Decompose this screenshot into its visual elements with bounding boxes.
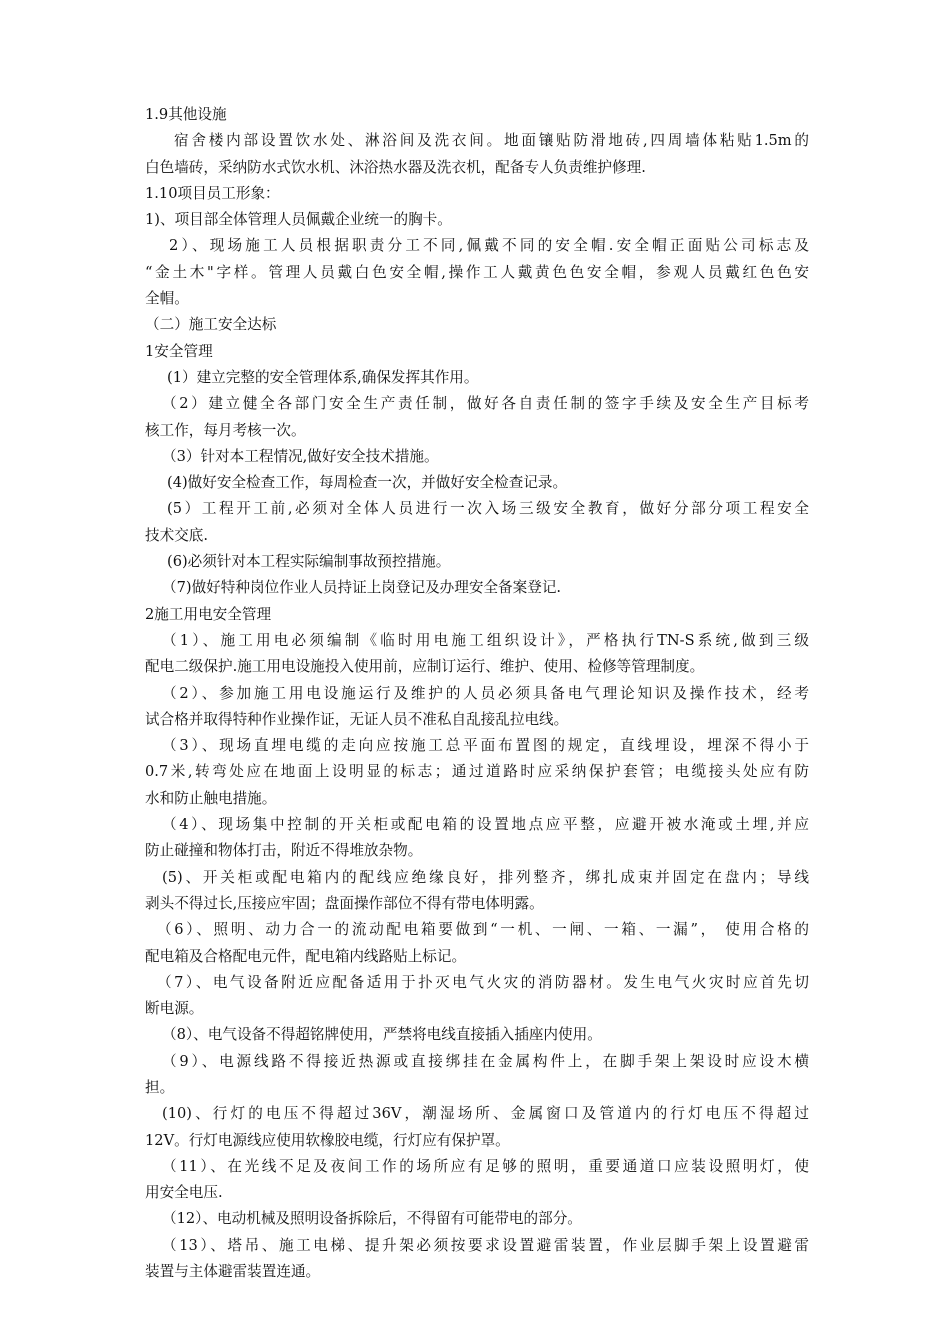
list-item: （7)做好特种岗位作业人员持证上岗登记及办理安全备案登记. [162, 579, 562, 597]
list-item: （9）、电源线路不得接近热源或直接绑挂在金属构件上，在脚手架上架设时应设木横 [162, 1052, 809, 1070]
list-item: （11）、在光线不足及夜间工作的场所应有足够的照明，重要通道口应装设照明灯，使 [162, 1157, 809, 1175]
section-heading: 1.9其他设施 [145, 106, 227, 123]
list-item: (4)做好安全检查工作，每周检查一次，并做好安全检查记录。 [167, 474, 568, 492]
list-item: （7）、电气设备附近应配备适用于扑灭电气火灾的消防器材。发生电气火灾时应首先切 [157, 973, 809, 991]
list-item: (1）建立完整的安全管理体系,确保发挥其作用。 [167, 368, 479, 386]
paragraph-line: “金土木"字样。管理人员戴白色安全帽,操作工人戴黄色色安全帽，参观人员戴红色色安 [145, 263, 809, 281]
paragraph-line: 配电二级保护.施工用电设施投入使用前，应制订运行、维护、使用、检修等管理制度。 [145, 658, 705, 676]
paragraph-line: 断电源。 [145, 1000, 204, 1018]
paragraph-line: 装置与主体避雷装置连通。 [145, 1263, 321, 1281]
list-item: （3）针对本工程情况,做好安全技术措施。 [162, 447, 439, 465]
list-item: （6）、照明、动力合一的流动配电箱要做到“一机、一闸、一箱、一漏”， 使用合格的 [157, 921, 809, 939]
paragraph-line: 用安全电压. [145, 1184, 223, 1202]
paragraph-line: 1)、项目部全体管理人员佩戴企业统一的胸卡。 [145, 211, 452, 229]
paragraph-line: 2）、现场施工人员根据职责分工不同,佩戴不同的安全帽.安全帽正面贴公司标志及 [169, 237, 809, 255]
list-item: （12）、电动机械及照明设备拆除后，不得留有可能带电的部分。 [162, 1210, 582, 1228]
list-item: (10)、行灯的电压不得超过36V，潮湿场所、金属窗口及管道内的行灯电压不得超过 [162, 1105, 809, 1123]
paragraph-line: 白色墙砖，采纳防水式饮水机、沐浴热水器及洗衣机，配备专人负责维护修理. [145, 158, 646, 176]
list-item: （2）建立健全各部门安全生产责任制，做好各自责任制的签字手续及安全生产目标考 [162, 395, 809, 413]
paragraph-line: 12V。行灯电源线应使用软橡胶电缆，行灯应有保护罩。 [145, 1131, 510, 1149]
document-page [145, 102, 809, 1285]
paragraph-line: 水和防止触电措施。 [145, 789, 277, 807]
paragraph-line: 防止碰撞和物体打击，附近不得堆放杂物。 [145, 842, 423, 860]
paragraph-line: 全帽。 [145, 290, 189, 308]
list-item: （13）、塔吊、施工电梯、提升架必须按要求设置避雷装置，作业层脚手架上设置避雷 [162, 1236, 809, 1254]
paragraph-line: 技术交底. [145, 526, 209, 544]
paragraph-line: 试合格并取得特种作业操作证，无证人员不准私自乱接乱拉电线。 [145, 710, 569, 728]
paragraph-line: 担。 [145, 1078, 175, 1096]
paragraph-line: 0.7米,转弯处应在地面上设明显的标志；通过道路时应采纳保护套管；电缆接头处应有防 [145, 763, 809, 781]
list-item: （2）、参加施工用电设施运行及维护的人员必须具备电气理论知识及操作技术，经考 [162, 684, 809, 702]
paragraph-line: 核工作，每月考核一次。 [145, 421, 306, 439]
paragraph-line: 剥头不得过长,压接应牢固；盘面操作部位不得有带电体明露。 [145, 894, 544, 912]
list-item: （1）、施工用电必须编制《临时用电施工组织设计》，严格执行TN-S系统,做到三级 [162, 631, 809, 649]
list-item: (5)、开关柜或配电箱内的配线应绝缘良好，排列整齐，绑扎成束并固定在盘内；导线 [162, 868, 809, 886]
section-heading: 1.10项目员工形象： [145, 184, 280, 202]
list-item: （3）、现场直埋电缆的走向应按施工总平面布置图的规定，直线埋设，埋深不得小于 [162, 737, 809, 755]
section-heading: 1安全管理 [145, 342, 213, 360]
paragraph-line: 配电箱及合格配电元件，配电箱内线路贴上标记。 [145, 947, 467, 965]
list-item: (5）工程开工前,必须对全体人员进行一次入场三级安全教育，做好分部分项工程安全 [167, 500, 809, 518]
paragraph-line: 宿舍楼内部设置饮水处、淋浴间及洗衣间。地面镶贴防滑地砖,四周墙体粘贴1.5m的 [174, 132, 809, 150]
section-heading: （二）施工安全达标 [145, 316, 277, 334]
list-item: (6)必须针对本工程实际编制事故预控措施。 [167, 553, 451, 571]
list-item: （8）、电气设备不得超铭牌使用，严禁将电线直接插入插座内使用。 [162, 1026, 602, 1044]
list-item: （4）、现场集中控制的开关柜或配电箱的设置地点应平整，应避开被水淹或土埋,并应 [162, 816, 809, 834]
section-heading: 2施工用电安全管理 [145, 605, 272, 623]
